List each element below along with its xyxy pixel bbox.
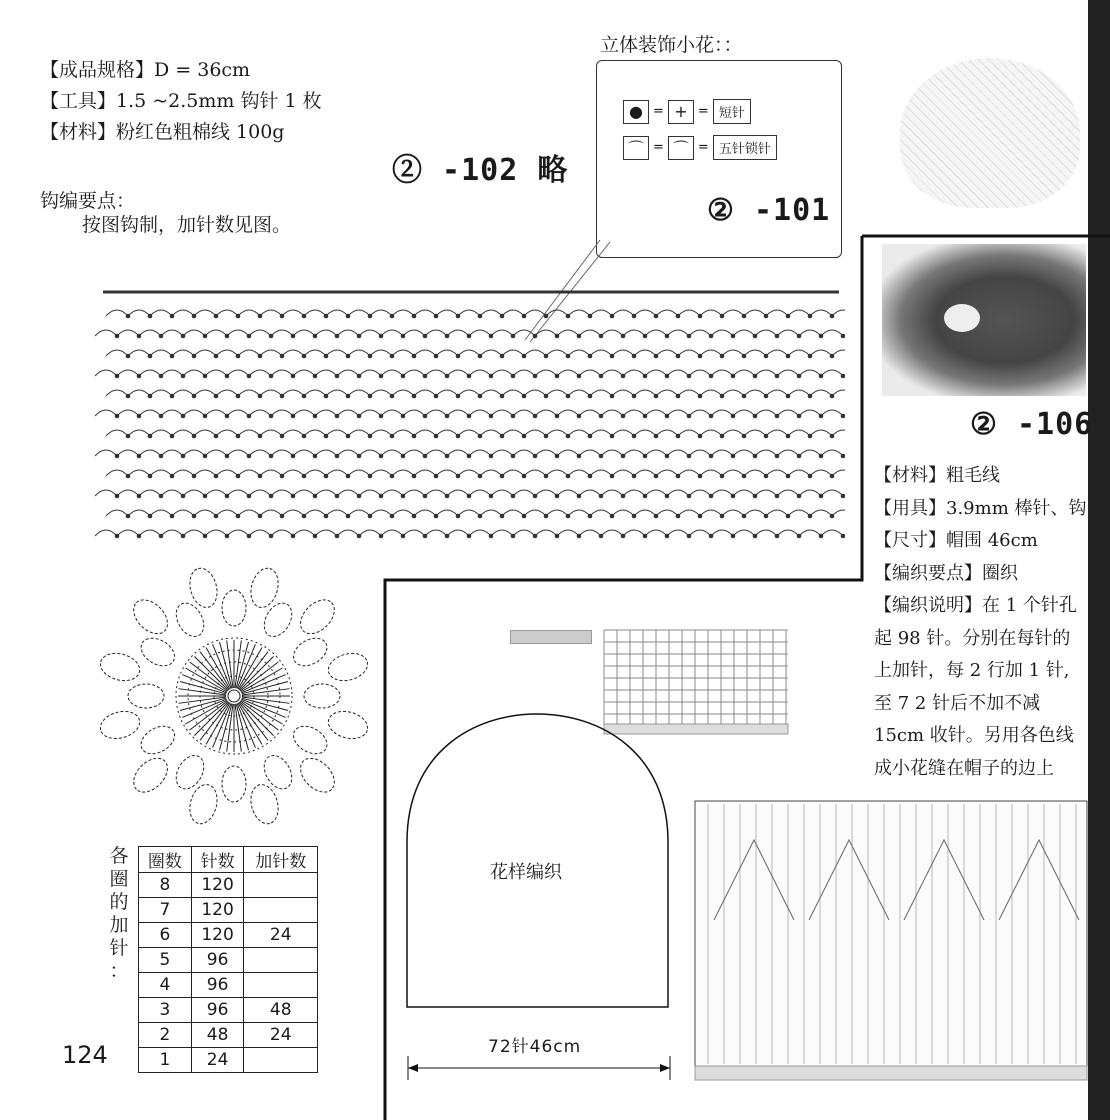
chain-arc <box>293 370 315 376</box>
chain-arc <box>117 450 139 456</box>
chain-arc <box>271 450 293 456</box>
chain-arc <box>249 330 271 336</box>
page-number: 124 <box>62 1041 108 1069</box>
chain-arc <box>183 530 205 536</box>
chain-arc <box>117 370 139 376</box>
chain-arc <box>359 410 381 416</box>
rspec-desc-5: 成小花缝在帽子的边上 <box>874 757 1054 779</box>
legend-label-ch: 五针锁针 <box>713 135 777 160</box>
chain-arc <box>161 490 183 496</box>
chain-arc <box>293 450 315 456</box>
chain-arc <box>337 370 359 376</box>
chain-arc <box>150 350 172 356</box>
chain-arc <box>359 450 381 456</box>
table-row <box>139 998 318 1023</box>
chain-arc <box>106 430 128 436</box>
chain-arc <box>172 470 194 476</box>
chain-arc <box>117 530 139 536</box>
chain-arc <box>227 370 249 376</box>
chain-arc <box>271 330 293 336</box>
outer-loop <box>325 649 370 684</box>
chain-arc <box>293 490 315 496</box>
chain-arc <box>117 330 139 336</box>
chain-arc <box>183 330 205 336</box>
code-101: ② -101 <box>707 193 831 228</box>
stitch-spoke <box>194 656 228 690</box>
chain-arc <box>117 410 139 416</box>
code-106: ② -106 <box>970 407 1094 442</box>
chain-arc <box>260 310 282 316</box>
chain-arc <box>205 370 227 376</box>
chain-arc <box>359 530 381 536</box>
chain-arc <box>238 510 260 516</box>
table-side-label <box>108 845 130 983</box>
inner-loop <box>171 598 210 641</box>
chain-arc <box>337 530 359 536</box>
rspec-desc-1: 起 98 针。分别在每针的 <box>874 627 1071 649</box>
chain-arc <box>260 470 282 476</box>
hat-dimension: 72针46cm <box>488 1037 582 1057</box>
chain-arc <box>183 370 205 376</box>
chain-arc <box>249 370 271 376</box>
equals: = <box>697 104 709 119</box>
chain-arc <box>95 490 117 496</box>
chain-arc <box>106 510 128 516</box>
inner-loop <box>259 751 298 794</box>
chain-arc <box>194 470 216 476</box>
left-spec <box>40 55 322 148</box>
chain-arc <box>282 350 304 356</box>
cell: 120 <box>191 898 244 923</box>
chain-arc <box>205 450 227 456</box>
chain-arc <box>205 410 227 416</box>
chain-arc <box>150 310 172 316</box>
side-char: 的 <box>109 891 129 913</box>
sc-dot-icon: ● <box>623 100 649 124</box>
chain-arc <box>282 470 304 476</box>
outer-loop <box>186 782 221 827</box>
round-crochet-diagram <box>88 558 380 834</box>
chain-arc <box>106 350 128 356</box>
chain-arc <box>304 430 326 436</box>
rspec-desc-4: 15cm 收针。另用各色线 <box>874 725 1074 746</box>
chain-arc <box>216 390 238 396</box>
cell: 48 <box>191 1023 244 1048</box>
center-ring <box>228 690 240 702</box>
chain-arc <box>238 430 260 436</box>
large-knit-chart <box>694 800 1088 1082</box>
chain-arc <box>293 410 315 416</box>
chain-arc <box>348 470 370 476</box>
chain-arc <box>304 470 326 476</box>
chain-arc <box>150 430 172 436</box>
chain-arc <box>238 470 260 476</box>
chain-arc <box>315 450 337 456</box>
chain-arc <box>161 330 183 336</box>
rspec-material: 【材料】粗毛线 <box>874 465 1000 486</box>
chain-arc <box>315 330 337 336</box>
inner-loop <box>289 633 332 672</box>
cell: 2 <box>139 1023 192 1048</box>
inner-loop <box>136 633 179 672</box>
outer-loop <box>186 565 221 610</box>
knit-legend-strip <box>510 630 592 644</box>
chain-arc <box>128 510 150 516</box>
chain-arc <box>238 390 260 396</box>
table-row <box>139 948 318 973</box>
chain-arc <box>326 430 348 436</box>
chain-arc <box>249 530 271 536</box>
table-row <box>139 973 318 998</box>
chain-arc <box>150 390 172 396</box>
knit-hat-photo <box>882 244 1086 396</box>
stitch-spoke <box>194 702 228 736</box>
chain-arc <box>238 310 260 316</box>
chain-arc <box>282 310 304 316</box>
rspec-size: 【尺寸】帽围 46cm <box>874 530 1038 551</box>
chain-arc <box>227 330 249 336</box>
chain-arc <box>216 470 238 476</box>
chain-arc <box>271 490 293 496</box>
chain-arc <box>359 370 381 376</box>
outer-loop <box>127 593 174 640</box>
lace-hat-photo <box>900 58 1080 208</box>
cell <box>244 1048 318 1073</box>
stitch-spoke <box>240 656 274 690</box>
inner-loop <box>128 684 164 708</box>
inner-loop <box>289 721 332 760</box>
rspec-desc-3: 至 7 2 针后不加不减 <box>874 692 1041 714</box>
chain-arc <box>337 330 359 336</box>
cell: 24 <box>191 1048 244 1073</box>
chain-arc <box>249 490 271 496</box>
points-title: 钩编要点： <box>40 190 136 212</box>
equals: = <box>653 104 664 119</box>
chain-arc <box>337 450 359 456</box>
chain-arc <box>161 370 183 376</box>
table-row <box>139 898 318 923</box>
flower-title: 立体装饰小花：： <box>600 34 743 56</box>
chain-arc <box>183 490 205 496</box>
chain-arc <box>117 490 139 496</box>
chain-arc <box>227 450 249 456</box>
chain-arc <box>161 410 183 416</box>
spec-size: 【成品规格】D = 36cm <box>40 59 251 81</box>
chain-arc <box>194 430 216 436</box>
chain-arc <box>194 350 216 356</box>
chain-arc <box>249 410 271 416</box>
flower-legend-box <box>596 60 842 258</box>
chain-arc <box>205 530 227 536</box>
chain-arc <box>139 530 161 536</box>
header-cell: 圈数 <box>139 847 192 873</box>
cell: 1 <box>139 1048 192 1073</box>
chain-arc <box>348 350 370 356</box>
cell: 7 <box>139 898 192 923</box>
chain-arc <box>205 330 227 336</box>
chain-arc <box>326 470 348 476</box>
plus-icon: + <box>668 100 694 124</box>
chain-arc <box>271 410 293 416</box>
outer-loop <box>294 752 341 799</box>
chain-arc <box>304 310 326 316</box>
rspec-tools: 【用具】3.9mm 棒针、钩 <box>874 497 1087 519</box>
right-spec <box>874 460 1110 785</box>
stitch-spoke <box>240 702 274 736</box>
chain-arc <box>304 390 326 396</box>
cell: 5 <box>139 948 192 973</box>
rspec-desc-0: 【编织说明】在 1 个针孔 <box>874 595 1077 616</box>
equals: = <box>697 140 709 155</box>
chain-arc <box>282 430 304 436</box>
side-char: 加 <box>109 914 129 936</box>
chain-arc <box>315 530 337 536</box>
chain-arc <box>260 510 282 516</box>
chain-arc <box>128 470 150 476</box>
cell <box>244 898 318 923</box>
chain-arc <box>139 490 161 496</box>
chain-arc <box>128 430 150 436</box>
legend-row-ch <box>623 135 777 160</box>
outer-loop <box>97 707 142 742</box>
chain-arc <box>359 490 381 496</box>
points-text: 按图钩制，加针数见图。 <box>82 214 292 236</box>
chain-arc <box>315 370 337 376</box>
increase-table <box>138 846 318 1073</box>
chain-arc <box>95 530 117 536</box>
chain-arc <box>348 430 370 436</box>
outer-loop <box>247 782 282 827</box>
chain-arc <box>128 350 150 356</box>
chain-arc <box>216 350 238 356</box>
cell: 96 <box>191 998 244 1023</box>
chain-arc <box>95 450 117 456</box>
inner-loop <box>259 598 298 641</box>
chain-arc <box>194 310 216 316</box>
inner-loop <box>136 721 179 760</box>
inner-loop <box>171 751 210 794</box>
table-row <box>139 873 318 898</box>
cell: 24 <box>244 1023 318 1048</box>
chain-arc <box>326 510 348 516</box>
legend-label-sc: 短针 <box>713 99 751 124</box>
cell: 24 <box>244 923 318 948</box>
chain-arc <box>271 530 293 536</box>
inner-loop <box>222 590 246 626</box>
spec-material: 【材料】粉红色粗棉线 100g <box>40 121 285 143</box>
chain-arc <box>128 390 150 396</box>
spec-tools: 【工具】1.5 ~2.5mm 钩针 1 枚 <box>40 90 322 112</box>
chain-arc <box>282 510 304 516</box>
chain-arc <box>337 410 359 416</box>
chain-arc <box>260 390 282 396</box>
chain-arc <box>172 430 194 436</box>
chain-arc <box>139 370 161 376</box>
chain-arc <box>216 430 238 436</box>
chain-arc <box>227 490 249 496</box>
chain-arc <box>227 530 249 536</box>
outer-loop <box>247 565 282 610</box>
chain-arc <box>205 490 227 496</box>
chain-arc <box>359 330 381 336</box>
chain-arc <box>304 510 326 516</box>
hat-shape-label: 花样编织 <box>490 862 562 883</box>
chain-arc <box>216 310 238 316</box>
cell: 120 <box>191 923 244 948</box>
chain-arc <box>293 330 315 336</box>
cell <box>244 873 318 898</box>
chain-arc <box>172 350 194 356</box>
cell: 8 <box>139 873 192 898</box>
legend-row-sc <box>623 99 751 124</box>
chain-arc <box>304 350 326 356</box>
chain-arc <box>271 370 293 376</box>
cell: 96 <box>191 948 244 973</box>
chain-arc <box>161 450 183 456</box>
cell: 96 <box>191 973 244 998</box>
chain-arc <box>282 390 304 396</box>
chain-arc <box>95 330 117 336</box>
rspec-points: 【编织要点】圈织 <box>874 562 1018 584</box>
side-char: ： <box>109 960 129 982</box>
chain-arc <box>337 490 359 496</box>
chain-arc <box>161 530 183 536</box>
chain-arc <box>216 510 238 516</box>
chain-arc <box>260 430 282 436</box>
chain-arc <box>139 330 161 336</box>
chain-arc <box>260 350 282 356</box>
chain-arc <box>227 410 249 416</box>
chain-arc <box>106 390 128 396</box>
table-row <box>139 1048 318 1073</box>
code-102: ② -102 略 <box>392 153 569 188</box>
chain-arc <box>315 490 337 496</box>
cell <box>244 973 318 998</box>
outer-loop <box>97 649 142 684</box>
rspec-desc-2: 上加针，每 2 行加 1 针, <box>874 660 1070 681</box>
chain-arc <box>106 310 128 316</box>
outer-loop <box>294 593 341 640</box>
chain-arc <box>348 510 370 516</box>
chain-arc <box>315 410 337 416</box>
side-char: 针 <box>109 937 129 959</box>
cell: 6 <box>139 923 192 948</box>
chain-arc <box>249 450 271 456</box>
chain-arc <box>238 350 260 356</box>
chain-arc <box>106 470 128 476</box>
cell: 120 <box>191 873 244 898</box>
chain-arc-icon: ⌒ <box>623 136 649 160</box>
chain-arc <box>194 390 216 396</box>
outer-loop <box>325 707 370 742</box>
inner-loop <box>304 684 340 708</box>
chain-arc <box>326 390 348 396</box>
cell: 48 <box>244 998 318 1023</box>
chain-arc <box>194 510 216 516</box>
cell <box>244 948 318 973</box>
side-char: 各 <box>109 845 129 867</box>
chain-arc <box>95 410 117 416</box>
chain-arc <box>348 390 370 396</box>
equals: = <box>653 140 664 155</box>
chain-arc <box>139 410 161 416</box>
side-char: 圈 <box>109 868 129 890</box>
chain-arc <box>172 510 194 516</box>
chain-arc <box>172 390 194 396</box>
inner-loop <box>222 766 246 802</box>
table-header <box>139 847 318 873</box>
chain-arc <box>183 450 205 456</box>
chain-arc-icon: ⌒ <box>668 136 694 160</box>
chain-arc <box>172 310 194 316</box>
chain-arc <box>326 310 348 316</box>
chain-arc <box>326 350 348 356</box>
chain-arc <box>150 470 172 476</box>
chain-arc <box>348 310 370 316</box>
chain-arc <box>150 510 172 516</box>
header-cell: 针数 <box>191 847 244 873</box>
cell: 3 <box>139 998 192 1023</box>
chain-arc <box>293 530 315 536</box>
table-row <box>139 1023 318 1048</box>
chain-arc <box>95 370 117 376</box>
header-cell: 加针数 <box>244 847 318 873</box>
chain-arc <box>128 310 150 316</box>
chain-arc <box>183 410 205 416</box>
flower-decoration <box>944 304 980 332</box>
cell: 4 <box>139 973 192 998</box>
table-row <box>139 923 318 948</box>
chain-arc <box>139 450 161 456</box>
outer-loop <box>127 752 174 799</box>
